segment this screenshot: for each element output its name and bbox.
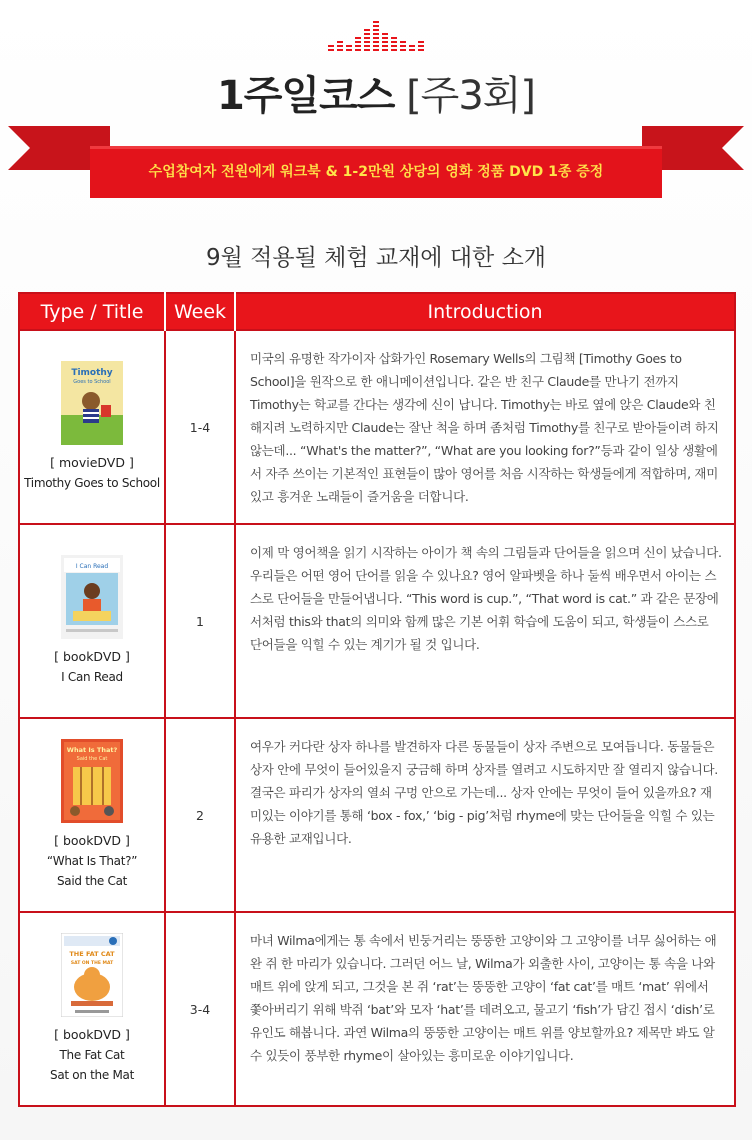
svg-text:Goes to School: Goes to School xyxy=(73,379,111,385)
book-title-line: “What Is That?” xyxy=(46,854,138,868)
week-cell: 1-4 xyxy=(165,330,235,524)
textbook-table xyxy=(18,292,736,1107)
table-row xyxy=(19,718,735,912)
type-title-cell xyxy=(19,330,165,524)
table-row xyxy=(19,912,735,1106)
svg-text:THE FAT CAT: THE FAT CAT xyxy=(69,950,115,958)
svg-text:SAT ON THE MAT: SAT ON THE MAT xyxy=(70,961,114,966)
equalizer-icon xyxy=(326,18,426,54)
week-cell: 1 xyxy=(165,524,235,718)
book-title-line: Said the Cat xyxy=(56,874,128,888)
title-frequency: [주3회] xyxy=(406,73,536,119)
book-cover-image xyxy=(61,933,123,1017)
introduction-text: 미국의 유명한 작가이자 삽화가인 Rosemary Wells의 그림책 [Timothy Goes to School]을 원작으로 한 애니메이션입니다. 같은 반 친구 Claude를 만나기 전까지 Timothy는 학교를 간다는 생각에 신이 납니다. Timothy는 바로 옆에 앉은 Claude와 친해지려 노력하지만 Claude는 잘난 척을 하며 좀처럼 Timothy를 친구로 받아들이려 하지 않는데... “What's the matter?”, “What are you looking for?”등과 같이 일상 생활에서 자주 쓰이는 기본적인 표현들이 많아 영어를 처음 시작하는 학생들에게 적합하며, 재미있고 흥겨운 노래들이 즐거움을 더합니다. xyxy=(235,330,735,524)
header-type-title: Type / Title xyxy=(19,293,165,330)
section-subtitle: 9월 적용될 체험 교재에 대한 소개 xyxy=(205,245,547,271)
book-title-line: I Can Read xyxy=(61,670,123,684)
introduction-text: 이제 막 영어책을 읽기 시작하는 아이가 책 속의 그림들과 단어들을 읽으며 신이 났습니다. 우리들은 어떤 영어 단어를 읽을 수 있나요? 영어 알파벳을 하나 둘씩 배우면서 아이는 스스로 단어들을 만들어냅니다. “This word is cup.”, “That word is cat.” 과 같은 문장에서처럼 this와 that의 의미와 함께 많은 기본 어휘 학습에 도움이 되고, 학생들이 스스로 단어들을 익힐 수 있는 계기가 될 것 입니다. xyxy=(235,524,735,718)
table-header-row xyxy=(19,293,735,330)
svg-text:Said the Cat: Said the Cat xyxy=(76,756,108,762)
promo-banner-text: 수업참여자 전원에게 워크북 & 1-2만원 상당의 영화 정품 DVD 1종 증정 xyxy=(148,164,604,180)
type-title-cell xyxy=(19,718,165,912)
week-cell: 2 xyxy=(165,718,235,912)
svg-text:What Is That?: What Is That? xyxy=(66,746,118,754)
type-title-cell xyxy=(19,524,165,718)
introduction-text: 마녀 Wilma에게는 통 속에서 빈둥거리는 뚱뚱한 고양이와 그 고양이를 너무 싫어하는 애완 쥐 한 마리가 있습니다. 그러던 어느 날, Wilma가 외출한 사이, 고양이는 통 속을 나와 매트 위에 앉게 되고, 그것을 본 쥐 ‘rat’는 뚱뚱한 고양이 ‘fat cat’를 매트 ‘mat’ 위에서 쫓아버리기 위해 박쥐 ‘bat’와 모자 ‘hat’를 데려오고, 물고기 ‘fish’가 담긴 접시 ‘dish’로 유인도 해봅니다. 과연 Wilma의 뚱뚱한 고양이는 매트 위를 양보할까요? 제목만 봐도 알 수 있듯이 풍부한 rhyme이 살아있는 흥미로운 이야기입니다. xyxy=(235,912,735,1106)
book-cover-image xyxy=(61,739,123,823)
book-title-line: Timothy Goes to School xyxy=(24,476,160,490)
svg-text:Timothy: Timothy xyxy=(71,368,113,378)
svg-text:I Can Read: I Can Read xyxy=(75,563,109,570)
type-title-cell xyxy=(19,912,165,1106)
media-type: [ movieDVD ] xyxy=(50,455,134,470)
media-type: [ bookDVD ] xyxy=(54,1027,130,1042)
media-type: [ bookDVD ] xyxy=(54,649,130,664)
introduction-text: 여우가 커다란 상자 하나를 발견하자 다른 동물들이 상자 주변으로 모여듭니다. 동물들은 상자 안에 무엇이 들어있을지 궁금해 하며 상자를 열려고 시도하지만 잘 열리지 않습니다. 결국은 파리가 상자의 열쇠 구멍 안으로 가는데... 상자 안에는 무엇이 들어 있을까요? 재미있는 이야기를 통해 ‘box - fox,’ ‘big - pig’처럼 rhyme에 맞는 단어들을 익힐 수 있는 유용한 교재입니다. xyxy=(235,718,735,912)
media-type: [ bookDVD ] xyxy=(54,833,130,848)
book-title-line: Sat on the Mat xyxy=(50,1068,134,1082)
table-row xyxy=(19,330,735,524)
page-title xyxy=(0,70,752,122)
book-cover-image xyxy=(61,361,123,445)
week-cell: 3-4 xyxy=(165,912,235,1106)
book-cover-image xyxy=(61,555,123,639)
title-bold: 1주일코스 xyxy=(216,73,395,119)
header-introduction: Introduction xyxy=(235,293,735,330)
book-title-line: The Fat Cat xyxy=(59,1048,125,1062)
header-week: Week xyxy=(165,293,235,330)
table-row xyxy=(19,524,735,718)
